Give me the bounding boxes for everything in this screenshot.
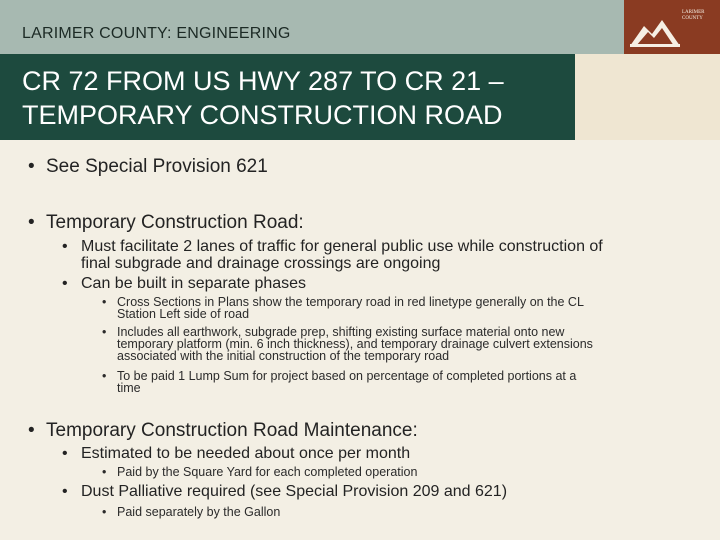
bullet-marker: • [102,295,107,309]
bullet-text [81,238,716,272]
bullet-text: Temporary Construction Road Maintenance: [46,420,418,441]
bullet-line: temporary platform (min. 6 inch thickness), and temporary drainage culvert extensions [117,337,593,351]
bullet-marker: • [62,483,68,500]
bullet-text: See Special Provision 621 [46,156,268,177]
organization-name: LARIMER COUNTY: ENGINEERING [22,25,291,42]
bullet-text: Temporary Construction Road: [46,212,304,233]
bullet-marker: • [28,156,35,177]
bullet-marker: • [102,325,107,339]
bullet-text: Can be built in separate phases [81,275,307,292]
bullet-marker: • [62,445,68,462]
bullet-text [117,370,707,394]
bullet-marker: • [62,275,68,292]
bullet-text: Paid by the Square Yard for each completed operation [117,465,418,479]
bullet-text: Estimated to be needed about once per month [81,445,411,462]
bullet-text [117,296,707,320]
bullet-text: Dust Palliative required (see Special Provision 209 and 621) [81,483,508,500]
logo-text: LARIMER COUNTY [682,10,705,21]
bullet-marker: • [28,420,35,441]
bullet-marker: • [62,238,68,255]
bullet-line: Station Left side of road [117,307,250,321]
slide-title-line-2: TEMPORARY CONSTRUCTION ROAD [22,100,503,130]
bullet-line: Cross Sections in Plans show the temporary road in red linetype generally on the CL [117,295,584,309]
bullet-marker: • [28,212,35,233]
bullet-marker: • [102,369,107,383]
bullet-line: associated with the initial construction of the temporary road [117,349,450,363]
bullet-marker: • [102,465,107,479]
bullet-line: Includes all earthwork, subgrade prep, shifting existing surface material onto new [117,325,565,339]
bullet-line: Must facilitate 2 lanes of traffic for general public use while construction of [81,238,603,255]
bullet-line: To be paid 1 Lump Sum for project based on percentage of completed portions at a [117,369,577,383]
bullet-text [117,326,707,362]
bullet-text: Paid separately by the Gallon [117,505,281,519]
bullet-line: time [117,381,141,395]
slide-title-line-1: CR 72 FROM US HWY 287 TO CR 21 – [22,66,504,96]
bullet-line: final subgrade and drainage crossings are ongoing [81,255,441,272]
bullet-marker: • [102,505,107,519]
